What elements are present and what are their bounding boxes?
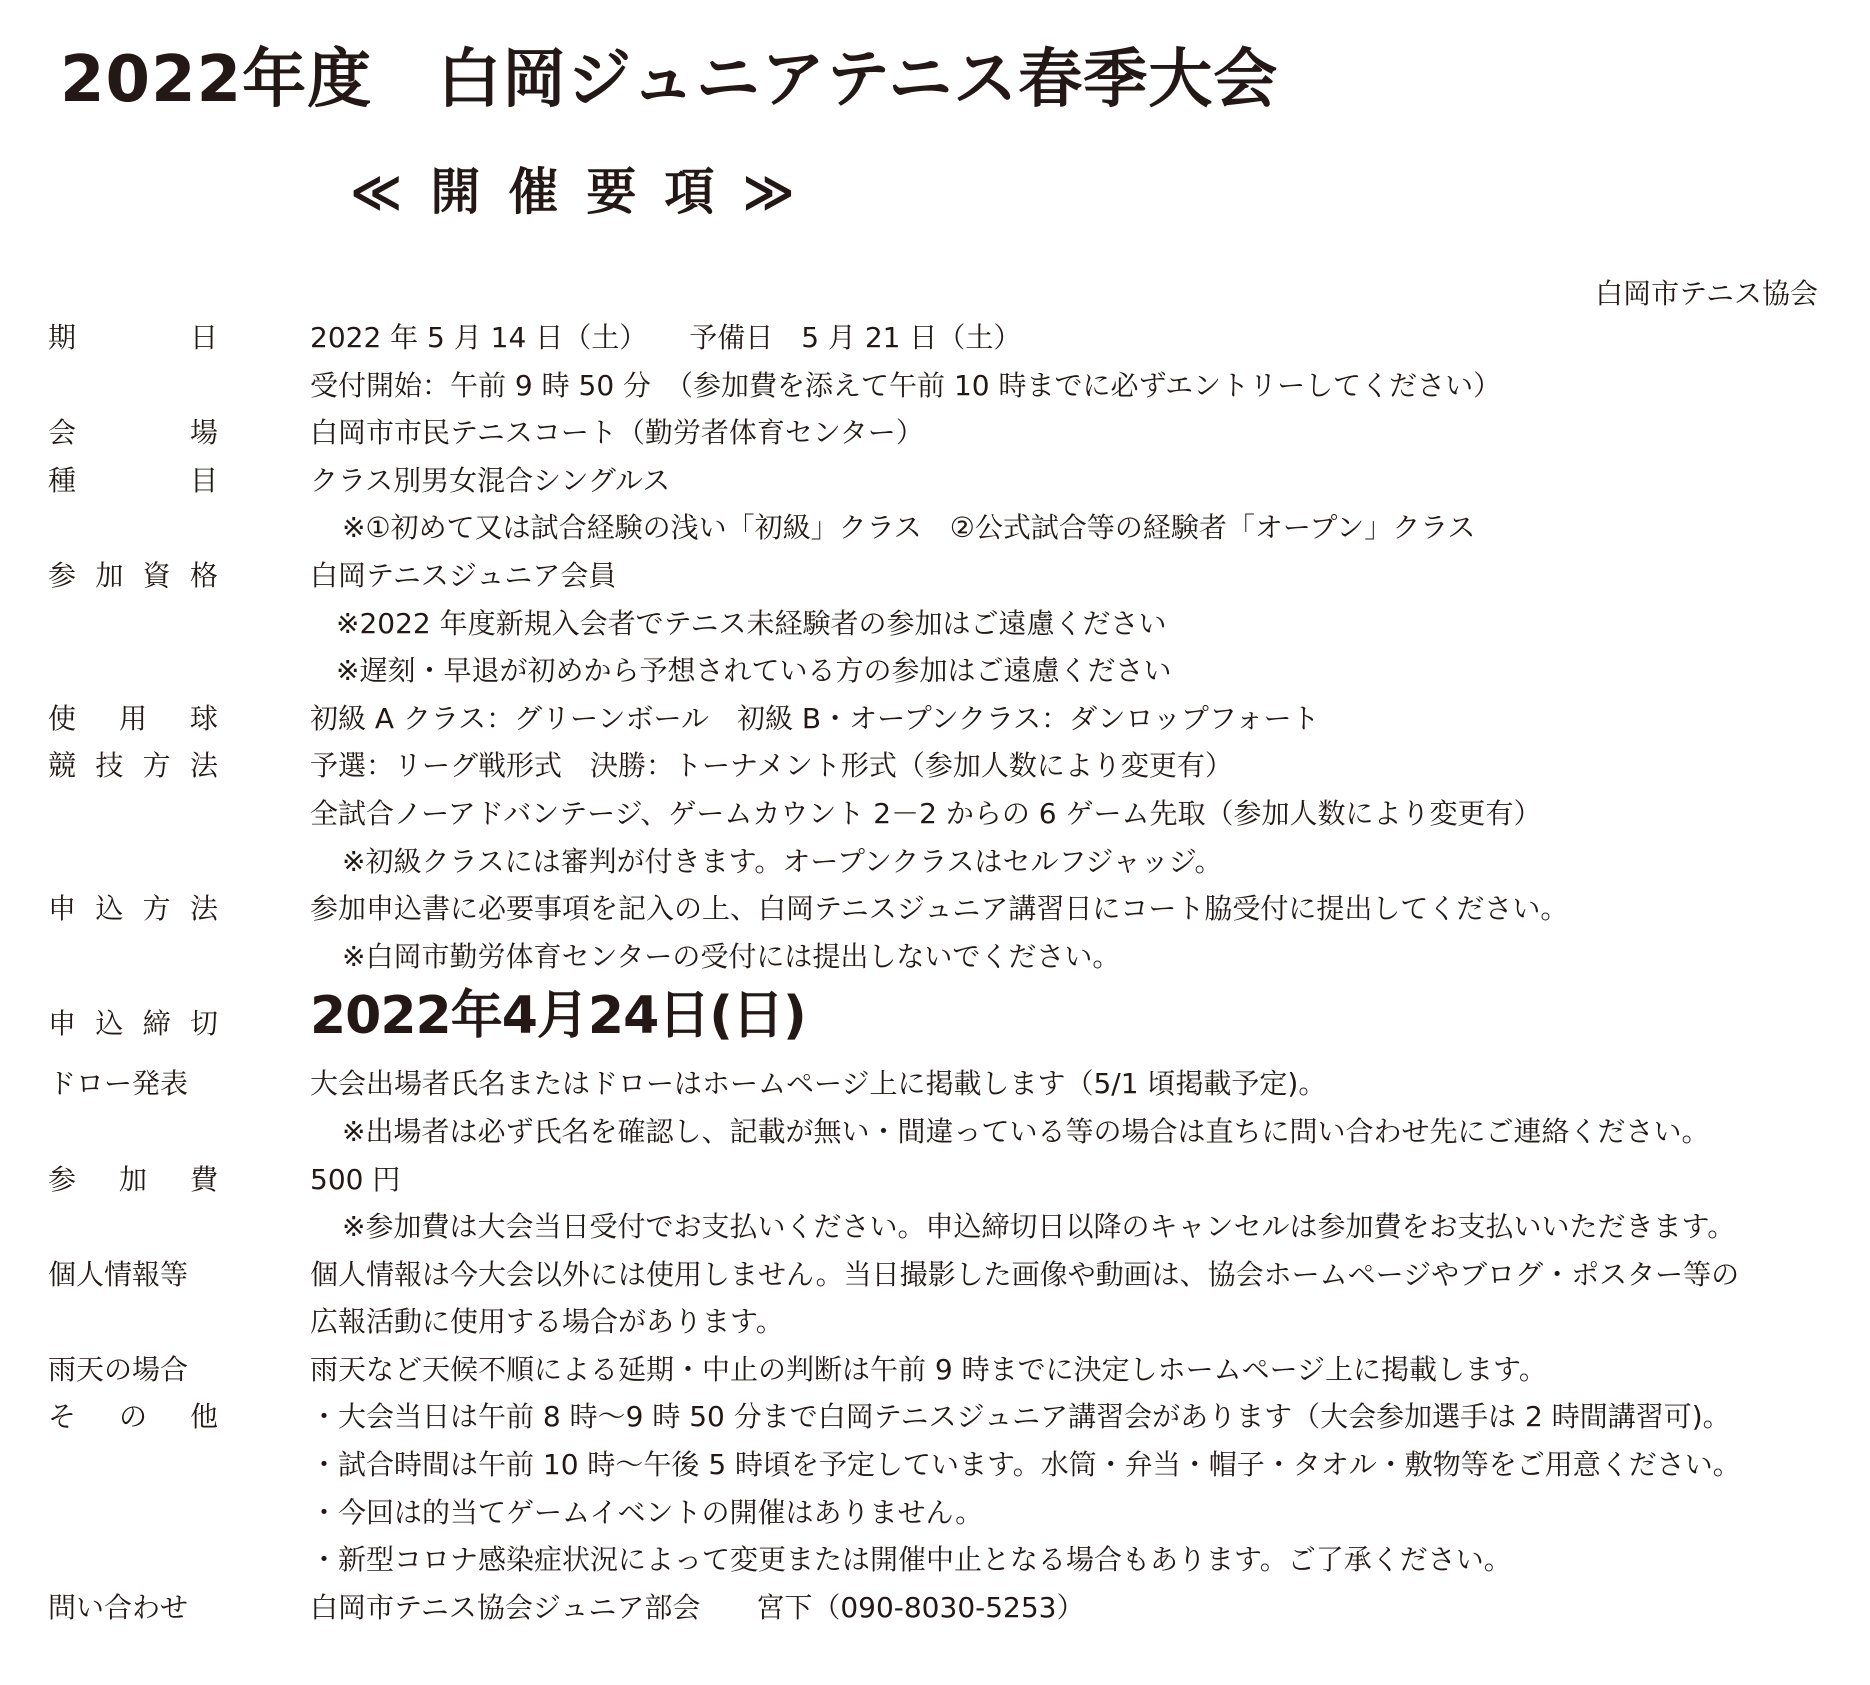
fee-row: [48, 1156, 1848, 1204]
application-label: 申 込 方 法: [48, 892, 218, 926]
other-row: [48, 1393, 1848, 1441]
event-note: ※①初めて又は試合経験の浅い「初級」クラス ②公式試合等の経験者「オープン」クラス: [342, 511, 1476, 545]
format-value-2: 全試合ノーアドバンテージ、ゲームカウント 2－2 からの 6 ゲーム先取（参加人数により変更有）: [310, 796, 1542, 830]
application-note-row: [48, 933, 1848, 981]
other-item-row-4: [48, 1536, 1848, 1584]
reception-row: [48, 362, 1848, 410]
contact-label: 問い合わせ: [48, 1590, 189, 1624]
venue-value: 白岡市市民テニスコート（勤労者体育センター）: [310, 416, 924, 450]
document-title: 2022年度 白岡ジュニアテニス春季大会: [60, 43, 1279, 117]
other-item-4: ・新型コロナ感染症状況によって変更または開催中止となる場合もあります。ご了承ください。: [310, 1543, 1512, 1577]
eligibility-note-2: ※遅刻・早退が初めから予想されている方の参加はご遠慮ください: [336, 654, 1172, 688]
contact-value: 白岡市テニス協会ジュニア部会 宮下（090-8030-5253）: [310, 1590, 1085, 1624]
application-note: ※白岡市勤労体育センターの受付には提出しないでください。: [342, 939, 1121, 973]
eligibility-note2-row: [48, 647, 1848, 695]
other-item-1: ・大会当日は午前 8 時～9 時 50 分まで白岡テニスジュニア講習会があります（大会参加選手は 2 時間講習可)。: [310, 1400, 1731, 1434]
event-note-row: [48, 504, 1848, 552]
event-row: [48, 457, 1848, 505]
organization-name: 白岡市テニス協会: [1595, 277, 1818, 310]
privacy-line2-row: [48, 1298, 1848, 1346]
draw-note-row: [48, 1108, 1848, 1156]
ball-row: [48, 695, 1848, 743]
privacy-label: 個人情報等: [48, 1257, 189, 1291]
format-note-row: [48, 838, 1848, 886]
application-row: [48, 885, 1848, 933]
fee-note: ※参加費は大会当日受付でお支払いください。申込締切日以降のキャンセルは参加費をお支払いいただきます。: [342, 1210, 1736, 1244]
fee-label: 参 加 費: [48, 1162, 218, 1196]
format-row: [48, 742, 1848, 790]
rain-row: [48, 1346, 1848, 1394]
draw-note: ※出場者は必ず氏名を確認し、記載が無い・間違っている等の場合は直ちに問い合わせ先にご連絡ください。: [342, 1114, 1710, 1148]
eligibility-note1-row: [48, 600, 1848, 648]
ball-label: 使 用 球: [48, 701, 218, 735]
format-note: ※初級クラスには審判が付きます。オープンクラスはセルフジャッジ。: [342, 844, 1223, 878]
details-body: [48, 314, 1848, 1631]
deadline-row: [48, 980, 1848, 1060]
event-value: クラス別男女混合シングルス: [310, 463, 671, 497]
other-item-row-2: [48, 1441, 1848, 1489]
draw-label: ドロー発表: [48, 1067, 189, 1101]
privacy-value: 個人情報は今大会以外には使用しません。当日撮影した画像や動画は、協会ホームページやブログ・ポスター等の: [310, 1257, 1740, 1291]
date-value: 2022 年 5 月 14 日（土） 予備日 5 月 21 日（土）: [310, 321, 1022, 354]
draw-row: [48, 1060, 1848, 1108]
eligibility-row: [48, 552, 1848, 600]
application-value: 参加申込書に必要事項を記入の上、白岡テニスジュニア講習日にコート脇受付に提出してください。: [310, 892, 1569, 926]
event-label: 種 目: [48, 463, 218, 497]
eligibility-note-1: ※2022 年度新規入会者でテニス未経験者の参加はご遠慮ください: [336, 606, 1167, 640]
eligibility-label: 参 加 資 格: [48, 558, 218, 592]
privacy-row: [48, 1251, 1848, 1299]
venue-label: 会 場: [48, 416, 218, 450]
contact-row: [48, 1584, 1848, 1632]
format-line2-row: [48, 790, 1848, 838]
reception-value: 受付開始：午前 9 時 50 分 （参加費を添えて午前 10 時までに必ずエントリーしてください）: [310, 368, 1502, 402]
deadline-value: 2022年4月24日(日): [310, 986, 806, 1047]
fee-value: 500 円: [310, 1162, 401, 1196]
privacy-value-2: 広報活動に使用する場合があります。: [310, 1305, 784, 1339]
format-value: 予選：リーグ戦形式 決勝：トーナメント形式（参加人数により変更有）: [310, 749, 1233, 783]
deadline-label: 申 込 締 切: [48, 1007, 218, 1041]
ball-value: 初級 A クラス：グリーンボール 初級 B・オープンクラス：ダンロップフォート: [310, 701, 1320, 735]
other-label: そ の 他: [48, 1400, 218, 1434]
other-item-3: ・今回は的当てゲームイベントの開催はありません。: [310, 1495, 984, 1529]
document-subtitle: ≪開催要項≫: [350, 163, 823, 221]
eligibility-value: 白岡テニスジュニア会員: [310, 558, 617, 592]
fee-note-row: [48, 1203, 1848, 1251]
rain-label: 雨天の場合: [48, 1352, 189, 1386]
other-item-row-3: [48, 1489, 1848, 1537]
date-row: [48, 314, 1848, 362]
format-label: 競 技 方 法: [48, 749, 218, 783]
other-item-2: ・試合時間は午前 10 時～午後 5 時頃を予定しています。水筒・弁当・帽子・タオル・敷物等をご用意ください。: [310, 1448, 1741, 1482]
date-label: 期 日: [48, 321, 218, 354]
venue-row: [48, 409, 1848, 457]
rain-value: 雨天など天候不順による延期・中止の判断は午前 9 時までに決定しホームページ上に掲載します。: [310, 1352, 1547, 1386]
draw-value: 大会出場者氏名またはドローはホームページ上に掲載します（5/1 頃掲載予定)。: [310, 1067, 1327, 1101]
